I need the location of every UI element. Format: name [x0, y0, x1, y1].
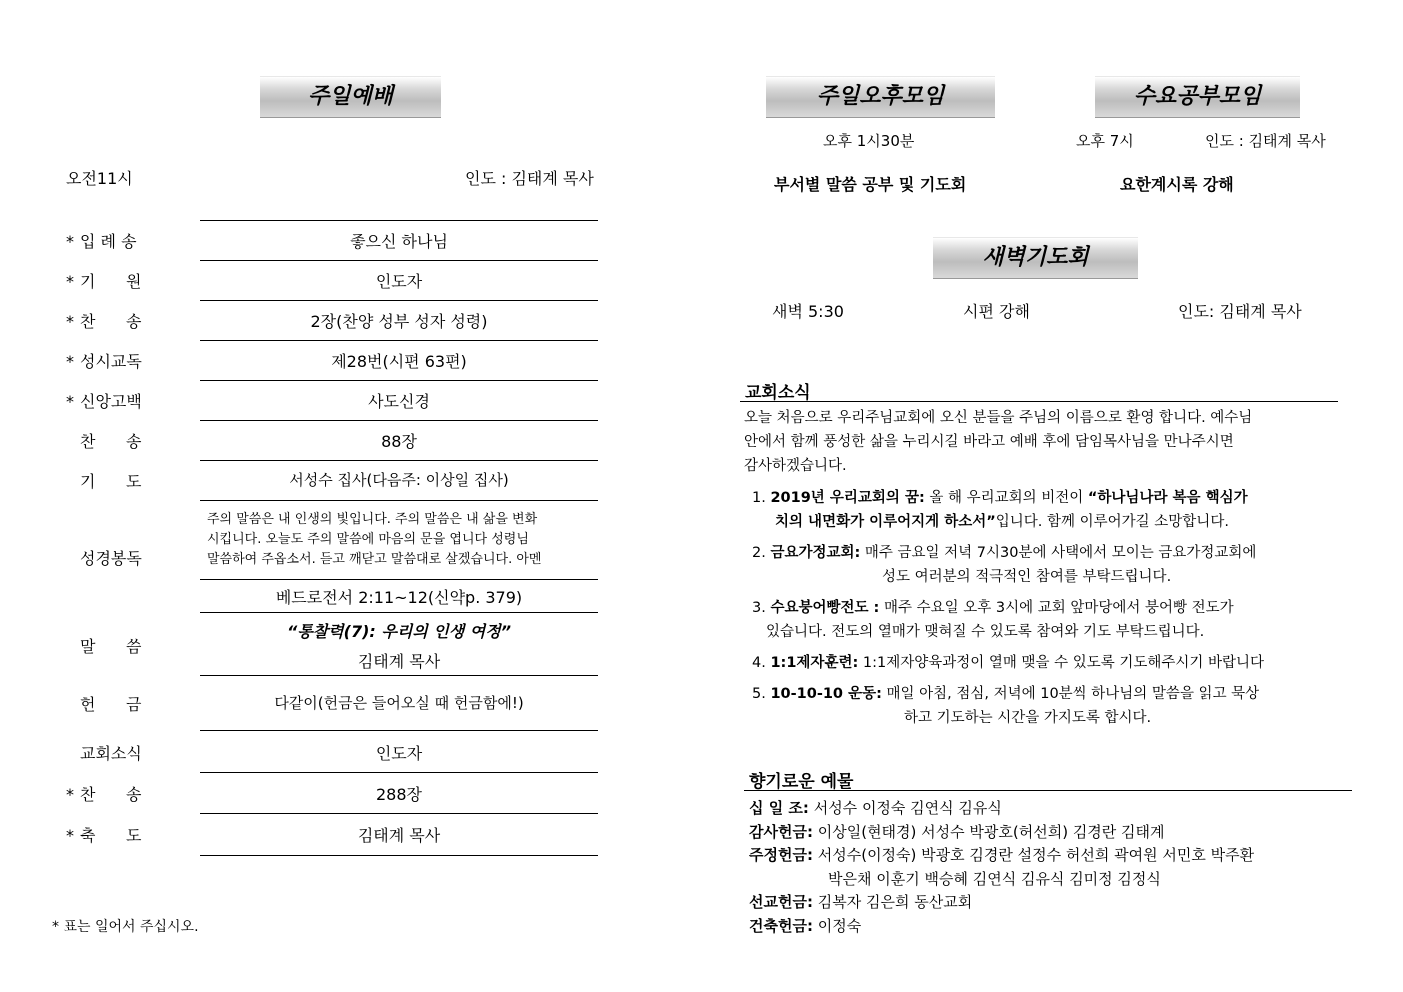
offering-value: 다같이(헌금은 들어오실 때 헌금함에!): [274, 694, 524, 712]
sermon-preacher: 김태계 목사: [357, 652, 441, 671]
dawn-desc: 시편 강해: [963, 302, 1030, 321]
stand-mark: *: [66, 826, 74, 845]
offering-row: 주정헌금: 서성수(이정숙) 박광호 김경란 설정수 허선희 곽여원 서민호 박주환: [749, 846, 1255, 864]
stand-mark: *: [66, 352, 74, 371]
wednesday-time: 오후 7시: [1076, 132, 1134, 150]
news-title: 교회소식: [745, 383, 811, 403]
news-intro: [744, 406, 1339, 478]
order-value: 288장: [376, 785, 422, 804]
service-time: 오전11시: [66, 169, 133, 188]
prayer-line: 시킵니다. 오늘도 주의 말씀에 마음의 문을 엽니다 성령님: [207, 532, 529, 547]
intro-line: 감사하겠습니다.: [744, 458, 847, 474]
order-value: 김태계 목사: [357, 826, 441, 845]
prayer-line: 말씀하여 주옵소서. 듣고 깨닫고 말씀대로 살겠습니다. 아멘: [207, 552, 542, 567]
offering-row: 십 일 조: 서성수 이정숙 김연식 김유식: [749, 799, 1002, 817]
scripture-prayer: [207, 510, 592, 570]
offering-label: 헌 금: [80, 695, 142, 714]
prayer-line: 주의 말씀은 내 인생의 빛입니다. 주의 말씀은 내 삶을 변화: [207, 512, 538, 527]
order-value: 인도자: [375, 272, 423, 291]
offerings-divider: [744, 790, 1352, 791]
order-value: 88장: [381, 432, 417, 451]
sermon-label: 말 씀: [80, 637, 142, 656]
afternoon-banner: 주일오후모임: [766, 76, 995, 118]
scripture-reference: 베드로전서 2:11~12(신약p. 379): [275, 588, 523, 607]
order-label: 찬 송: [80, 432, 142, 451]
news-item: 3. 수요붕어빵전도 : 매주 수요일 오후 3시에 교회 앞마당에서 붕어빵 전도가 있습니다. 전도의 열매가 맺혀질 수 있도록 참여와 기도 부탁드립니다.: [752, 600, 1234, 640]
worship-banner: 주일예배: [260, 76, 441, 118]
wednesday-desc: 요한계시록 강해: [1120, 175, 1234, 194]
offerings-title: 향기로운 예물: [749, 772, 854, 792]
offering-row: 선교헌금: 김복자 김은희 동산교회: [749, 893, 973, 911]
scripture-label: 성경봉독: [80, 549, 142, 568]
order-label: 교회소식: [80, 744, 142, 763]
order-label: * 찬 송: [66, 785, 142, 804]
order-value: 제28번(시편 63편): [331, 352, 467, 371]
dawn-banner: 새벽기도회: [933, 237, 1138, 279]
news-item: 1. 2019년 우리교회의 꿈: 올 해 우리교회의 비전이 “하나님나라 복음 핵심가 치의 내면화가 이루어지게 하소서”입니다. 함께 이루어가길 소망합니다.: [752, 490, 1248, 530]
order-value: 2장(찬양 성부 성자 성령): [310, 312, 488, 331]
dawn-leader: 인도: 김태계 목사: [1178, 302, 1302, 321]
afternoon-time: 오후 1시30분: [823, 132, 915, 150]
dawn-time: 새벽 5:30: [772, 302, 844, 321]
stand-mark: *: [66, 392, 74, 411]
order-label: 기 도: [80, 472, 142, 491]
order-label: * 입 례 송: [66, 232, 137, 251]
news-item: 5. 10-10-10 운동: 매일 아침, 점심, 저녁에 10분씩 하나님의 말씀을 읽고 묵상 하고 기도하는 시간을 가지도록 합시다.: [752, 686, 1260, 726]
service-leader: 인도 : 김태계 목사: [465, 169, 594, 188]
order-value: 사도신경: [368, 392, 430, 411]
offering-row: 건축헌금: 이정숙: [749, 916, 862, 935]
stand-mark: *: [66, 785, 74, 804]
order-label: * 축 도: [66, 826, 142, 845]
order-label: * 성시교독: [66, 352, 142, 371]
wednesday-leader: 인도 : 김태계 목사: [1205, 132, 1326, 150]
order-value: 인도자: [375, 744, 423, 763]
sermon-title: “통찰력(7): 우리의 인생 여정”: [286, 622, 512, 641]
stand-mark: *: [66, 272, 74, 291]
offering-row: 감사헌금: 이상일(현태경) 서성수 박광호(허선희) 김경란 김태계: [749, 822, 1165, 841]
order-label: * 기 원: [66, 272, 142, 291]
news-divider: [740, 401, 1338, 402]
intro-line: 안에서 함께 풍성한 삶을 누리시길 바라고 예배 후에 담임목사님을 만나주시면: [744, 434, 1234, 450]
stand-mark: *: [66, 312, 74, 331]
offering-list: [749, 797, 1359, 938]
standing-note: * 표는 일어서 주십시오.: [52, 919, 199, 935]
afternoon-desc: 부서별 말씀 공부 및 기도회: [774, 175, 967, 194]
order-label: * 찬 송: [66, 312, 142, 331]
wednesday-banner: 수요공부모임: [1095, 76, 1300, 118]
offering-row-cont: 박은채 이훈기 백승혜 김연식 김유식 김미정 김정식: [828, 869, 1161, 888]
news-item: 4. 1:1제자훈련: 1:1제자양육과정이 열매 맺을 수 있도록 기도해주시기 바랍니다: [752, 655, 1265, 671]
order-label: * 신앙고백: [66, 392, 142, 411]
order-value: 좋으신 하나님: [350, 232, 448, 251]
news-item: 2. 금요가정교회: 매주 금요일 저녁 7시30분에 사택에서 모이는 금요가정교회에 성도 여러분의 적극적인 참여를 부탁드립니다.: [752, 545, 1257, 585]
order-value: 서성수 집사(다음주: 이상일 집사): [289, 471, 509, 489]
stand-mark: *: [66, 232, 74, 251]
intro-line: 오늘 처음으로 우리주님교회에 오신 분들을 주님의 이름으로 환영 합니다. 예수님: [744, 410, 1253, 426]
